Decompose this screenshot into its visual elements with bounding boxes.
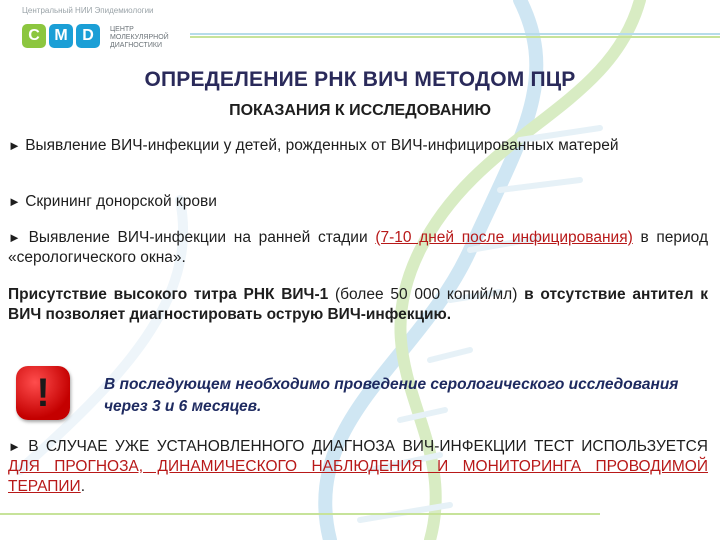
header-divider-green — [190, 36, 720, 38]
logo-letter-d: D — [76, 24, 100, 48]
logo-subtext: ЦЕНТР МОЛЕКУЛЯРНОЙ ДИАГНОСТИКИ — [110, 26, 169, 49]
logo-letter-c: C — [22, 24, 46, 48]
bullet-donor-screening — [8, 192, 708, 212]
cmd-logo — [22, 6, 192, 52]
logo-letter-m: M — [49, 24, 73, 48]
bullet-established-diagnosis — [8, 437, 708, 497]
warning-icon — [16, 366, 70, 420]
acute-infection-paragraph — [8, 285, 708, 325]
followup-note: В последующем необходимо проведение серологического исследования через 3 и 6 месяцев. — [104, 376, 679, 415]
paragraph-normal: (более 50 000 копий/мл) — [328, 286, 525, 303]
header-divider-blue — [190, 33, 720, 35]
paragraph-bold-end: в отсутствие антител к ВИЧ позволяет диагностировать острую ВИЧ-инфекцию. — [8, 286, 709, 323]
bullet-text-end: . — [80, 478, 86, 495]
bullet-text: Выявление ВИЧ-инфекции у детей, рожденных от ВИЧ-инфицированных матерей — [25, 137, 619, 154]
bullet-arrow-icon: ► — [8, 138, 21, 153]
slide-title: ОПРЕДЕЛЕНИЕ РНК ВИЧ МЕТОДОМ ПЦР — [144, 68, 576, 91]
bullet-text-rest: в период «серологического окна». — [8, 229, 708, 266]
footer-divider — [0, 513, 600, 515]
bullet-highlight: ДЛЯ ПРОГНОЗА, ДИНАМИЧЕСКОГО НАБЛЮДЕНИЯ И МОНИТОРИНГА ПРОВОДИМОЙ ТЕРАПИИ — [8, 458, 708, 495]
logo-letters — [22, 24, 103, 48]
paragraph-bold-start: Присутствие высокого титра РНК ВИЧ-1 — [8, 286, 329, 303]
bullet-arrow-icon: ► — [8, 194, 21, 209]
slide-subtitle: ПОКАЗАНИЯ К ИССЛЕДОВАНИЮ — [229, 102, 491, 119]
bullet-text: Скрининг донорской крови — [25, 193, 217, 210]
bullet-highlight: (7-10 дней после инфицирования) — [375, 229, 633, 246]
bullet-children-detection — [8, 136, 708, 156]
bullet-text: В СЛУЧАЕ УЖЕ УСТАНОВЛЕННОГО ДИАГНОЗА ВИЧ-ИНФЕКЦИИ ТЕСТ ИСПОЛЬЗУЕТСЯ — [28, 438, 708, 455]
logo-caption: Центральный НИИ Эпидемиологии — [22, 6, 154, 15]
bullet-text: Выявление ВИЧ-инфекции на ранней стадии — [28, 229, 376, 246]
bullet-arrow-icon: ► — [8, 230, 21, 245]
bullet-early-detection — [8, 228, 708, 268]
warning-mark: ! — [36, 371, 50, 415]
bullet-arrow-icon: ► — [8, 439, 21, 454]
